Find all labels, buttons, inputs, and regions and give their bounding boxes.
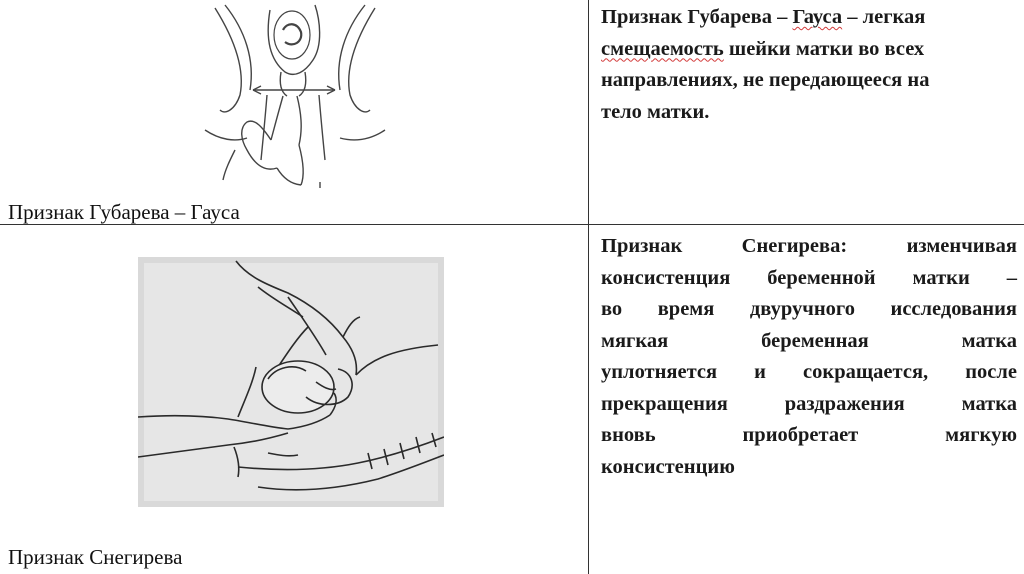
row2-figure-cell: [0, 225, 588, 574]
row2-desc-line3: во время двуручного исследования: [601, 298, 1017, 320]
row1-desc-line1-post: – легкая: [842, 6, 926, 28]
row1-description-cell: [589, 0, 1024, 224]
row2-desc-line2: консистенция беременной матки –: [601, 266, 1017, 289]
row2-description: [601, 231, 1017, 483]
row1-desc-term-gauss: Гауса: [792, 6, 843, 28]
row1-desc-term-mobility: смещаемость: [601, 37, 724, 60]
row1-desc-line2: [601, 34, 1021, 66]
row2-desc-line4: мягкая беременная матка: [601, 329, 1017, 352]
row2-desc-line8: консистенцию: [601, 455, 735, 478]
row1-desc-line3: направлениях, не передающееся на: [601, 69, 930, 91]
row1-description: [601, 2, 1021, 128]
row2-desc-line7: вновь приобретает мягкую: [601, 424, 1017, 446]
row2-description-cell: [589, 225, 1024, 574]
row1-desc-line4: тело матки.: [601, 100, 710, 123]
row1-desc-line2-post: шейки матки во всех: [723, 37, 925, 60]
row1-desc-line1-pre: Признак Губарева –: [601, 6, 793, 28]
row2-desc-line1: Признак Снегирева: изменчивая: [601, 235, 1017, 257]
row1-figure-cell: [0, 0, 588, 224]
row2-caption: Признак Снегирева: [8, 545, 183, 569]
bimanual-exam-illustration-icon: [138, 257, 444, 507]
row2-desc-line6: прекращения раздражения матка: [601, 392, 1017, 415]
row1-desc-line1: [601, 2, 1021, 34]
row2-desc-line5: уплотняется и сокращается, после: [601, 361, 1017, 383]
pelvic-exam-illustration-icon: [195, 0, 395, 190]
row1-caption: Признак Губарева – Гауса: [8, 200, 240, 224]
